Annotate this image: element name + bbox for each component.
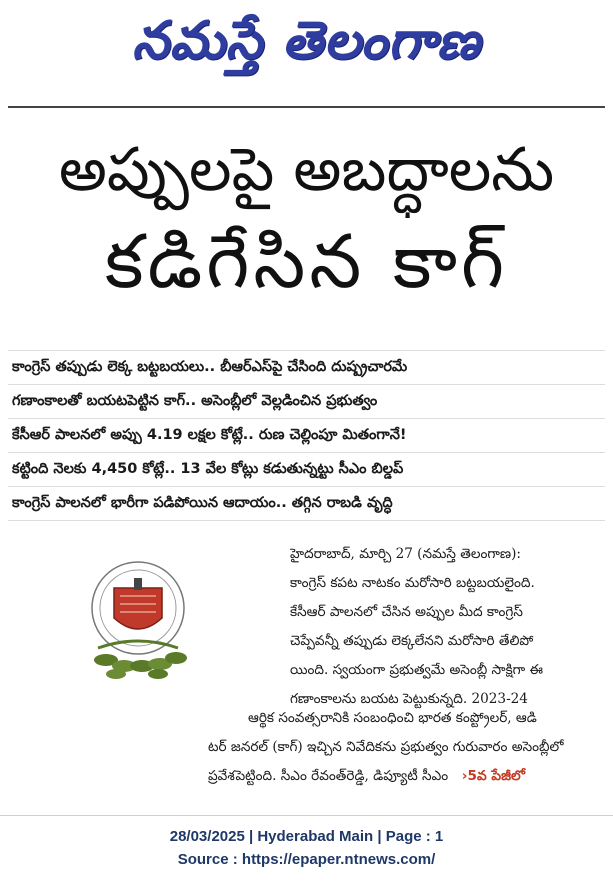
footer-divider <box>0 815 613 816</box>
top-divider <box>8 106 605 108</box>
article-line: టర్ జనరల్ (కాగ్) ఇచ్చిన నివేదికను ప్రభుత్వం గురువారం అసెంబ్లీలో <box>208 739 564 755</box>
article-line: యింది. స్వయంగా ప్రభుత్వమే అసెంబ్లీ సాక్షిగా ఈ <box>290 662 544 678</box>
article-text: ప్రవేశపెట్టింది. సీఎం రేవంత్‌రెడ్డి, డిప్యూటీ సీఎం <box>208 768 449 784</box>
footer-date-edition: 28/03/2025 | Hyderabad Main | Page : 1 <box>169 828 444 845</box>
article-line: చెప్పేవన్నీ తప్పుడు లెక్కలేనని మరోసారి తేలిపో <box>290 633 534 649</box>
masthead <box>0 0 613 100</box>
article-body-wrapped <box>290 540 608 714</box>
article-line: ఆర్థిక సంవత్సరానికి సంబంధించి భారత కంప్ట్రోలర్, ఆడి <box>248 710 537 726</box>
article-line <box>208 762 608 791</box>
sub-headline: కాంగ్రెస్ తప్పుడు లెక్క బట్టబయలు.. బీఆర్ఎస్‌పై చేసింది దుష్ప్రచారమే <box>8 350 605 385</box>
article-line: గణాంకాలను బయట పెట్టుకున్నది. 2023-24 <box>290 691 528 707</box>
article-line: హైదరాబాద్, మార్చి 27 (నమస్తే తెలంగాణ): <box>290 546 522 562</box>
sub-headlines <box>8 350 605 521</box>
article-line: కేసీఆర్ పాలనలో చేసిన అప్పుల మీద కాంగ్రెస్ <box>290 604 523 620</box>
headline-line-2: కడిగేసిన కాగ్ <box>104 219 509 305</box>
headline-line-1: అప్పులపై అబద్ధాలను <box>58 135 555 205</box>
sub-headline: గణాంకాలతో బయటపెట్టిన కాగ్.. అసెంబ్లీలో వెల్లడించిన ప్రభుత్వం <box>8 385 605 419</box>
article-line: కాంగ్రెస్ కపట నాటకం మరోసారి బట్టబయలైంది. <box>290 575 535 591</box>
newspaper-logo: నమస్తే తెలంగాణ <box>132 11 481 71</box>
article-body-full <box>208 704 608 791</box>
sub-headline: కాంగ్రెస్ పాలనలో భారీగా పడిపోయిన ఆదాయం.. తగ్గిన రాబడి వృద్ధి <box>8 487 605 521</box>
cag-emblem-image <box>68 548 208 698</box>
footer-source[interactable]: Source : https://epaper.ntnews.com/ <box>177 851 436 868</box>
continued-on-page-link[interactable]: ›5వ పేజీలో <box>452 768 525 784</box>
sub-headline: కట్టింది నెలకు 4,450 కోట్లే.. 13 వేల కోట్లు కడుతున్నట్టు సీఎం బిల్డప్ <box>8 453 605 487</box>
sub-headline: కేసీఆర్ పాలనలో అప్పు 4.19 లక్షల కోట్లే.. రుణ చెల్లింపూ మితంగానే! <box>8 419 605 453</box>
